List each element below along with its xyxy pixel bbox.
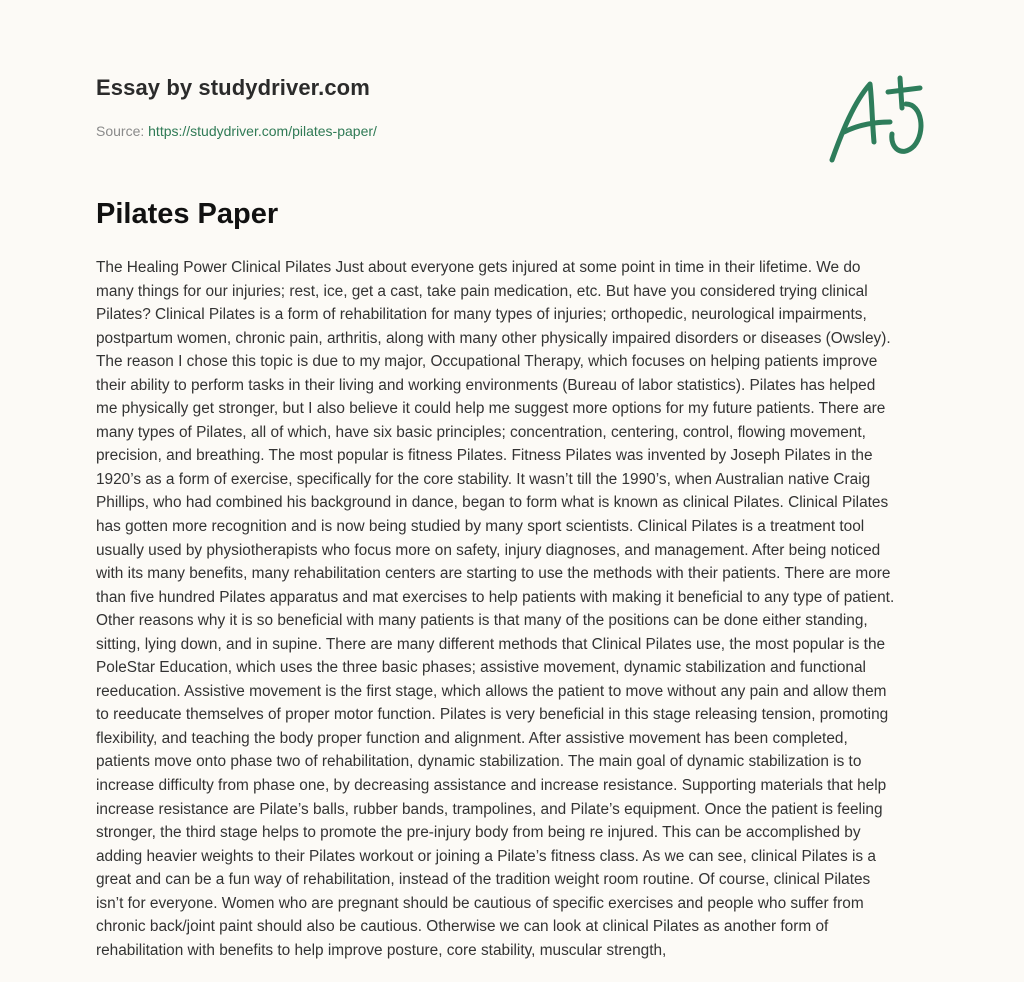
source-line — [96, 122, 796, 140]
body-line: increase resistance are Pilate’s balls, rubber bands, trampolines, and Pilate’s equipment. Once the patient is feeling — [96, 800, 883, 818]
body-line: flexibility, and teaching the body proper function and alignment. After assistive movement has been completed, — [96, 729, 848, 747]
body-line: The reason I chose this topic is due to my major, Occupational Therapy, which focuses on helping patients improve — [96, 353, 878, 371]
body-line: 1920’s as a form of exercise, specifically for the core stability. It wasn’t till the 1990’s, when Australian native Craig — [96, 470, 871, 488]
body-line: stronger, the third stage helps to promote the pre-injury body from being re injured. This can be accomplished by — [96, 824, 861, 842]
body-line: Other reasons why it is so beneficial with many patients is that many of the positions can be done either standing, — [96, 612, 868, 630]
body-line: usually used by physiotherapists who focus more on safety, injury diagnoses, and management. After being noticed — [96, 541, 881, 559]
body-line: increase difficulty from phase one, by decreasing assistance and increase resistance. Supporting materials that help — [96, 777, 887, 795]
body-line: Pilates? Clinical Pilates is a form of rehabilitation for many types of injuries; orthopedic, neurological impairments, — [96, 306, 867, 324]
body-line: me physically get stronger, but I also believe it could help me suggest more options for my future patients. There are — [96, 400, 886, 418]
body-line: reeducation. Assistive movement is the first stage, which allows the patient to move without any pain and allow them — [96, 682, 887, 700]
body-line: many things for our injuries; rest, ice, get a cast, take pain medication, etc. But have you considered trying clinical — [96, 282, 868, 300]
body-line: adding heavier weights to their Pilates workout or joining a Pilate’s fitness class. As we can see, clinical Pilates is a — [96, 847, 876, 865]
body-line: than five hundred Pilates apparatus and mat exercises to help patients with making it beneficial to any type of patient. — [96, 588, 895, 606]
body-line: great and can be a fun way of rehabilitation, instead of the tradition weight room routine. Of course, clinical Pilates — [96, 871, 871, 889]
essay-header — [96, 72, 796, 140]
source-label: Source: — [96, 123, 149, 139]
body-line: with its many benefits, many rehabilitation centers are starting to use the methods with their patients. There are more — [96, 565, 891, 583]
body-line: many types of Pilates, all of which, have six basic principles; concentration, centering, control, flowing movement, — [96, 423, 866, 441]
source-link[interactable]: https://studydriver.com/pilates-paper/ — [148, 123, 377, 139]
body-line: their ability to perform tasks in their living and working environments (Bureau of labor statistics). Pilates has helped — [96, 376, 876, 394]
body-line: Phillips, who had combined his background in dance, began to form what is known as clinical Pilates. Clinical Pilates — [96, 494, 889, 512]
body-line: has gotten more recognition and is now being studied by many sport scientists. Clinical Pilates is a treatment tool — [96, 518, 865, 536]
body-line: chronic back/joint paint should also be cautious. Otherwise we can look at clinical Pilates as another form of — [96, 918, 829, 936]
body-line: The Healing Power Clinical Pilates Just about everyone gets injured at some point in time in their lifetime. We do — [96, 259, 861, 276]
body-line: isn’t for everyone. Women who are pregnant should be cautious of specific exercises and people who suffer from — [96, 894, 864, 912]
essay-body — [96, 256, 936, 962]
body-line: postpartum women, chronic pain, arthritis, along with many other physically impaired disorders or diseases (Owsley). — [96, 329, 891, 347]
body-line: sitting, lying down, and in supine. There are many different methods that Clinical Pilates use, the most popular is the — [96, 635, 886, 653]
body-line: patients move onto phase two of rehabilitation, dynamic stabilization. The main goal of dynamic stabilization is to — [96, 753, 862, 771]
site-title: Essay by studydriver.com — [96, 75, 370, 100]
a-plus-grade-icon — [822, 62, 942, 172]
body-line: precision, and breathing. The most popular is fitness Pilates. Fitness Pilates was invented by Joseph Pilates in the — [96, 447, 873, 465]
body-line: PoleStar Education, which uses the three basic phases; assistive movement, dynamic stabilization and functional — [96, 659, 866, 677]
body-line: rehabilitation with benefits to help improve posture, core stability, muscular strength, — [96, 941, 667, 959]
page-title: Pilates Paper — [96, 198, 279, 230]
body-line: to reeducate themselves of proper motor function. Pilates is very beneficial in this stage releasing tension, promoting — [96, 706, 889, 724]
